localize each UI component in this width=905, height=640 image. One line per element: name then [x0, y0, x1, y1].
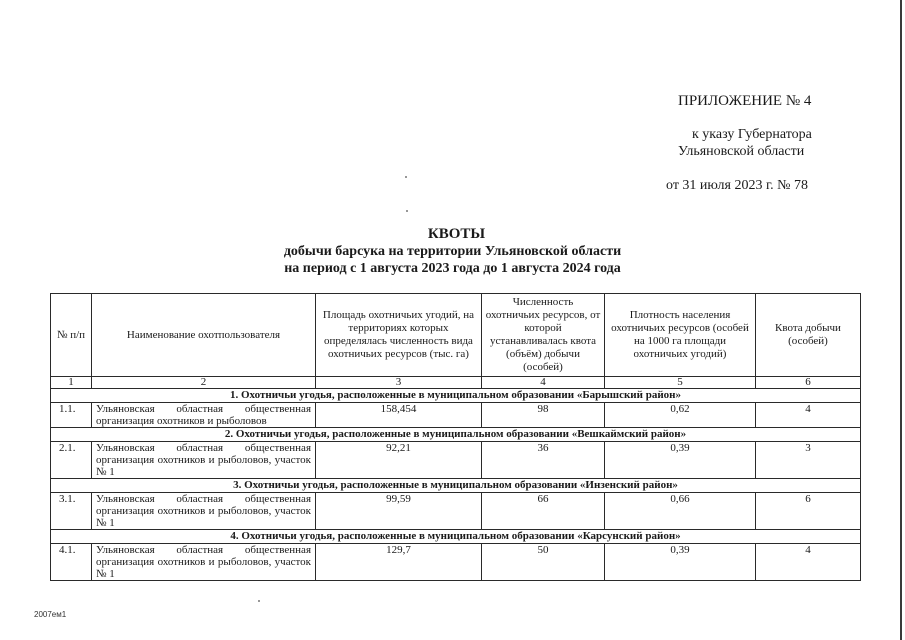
section-row — [51, 389, 861, 403]
row-index: 2.1. — [51, 442, 92, 479]
row-quota: 6 — [756, 493, 861, 530]
row-organization: Ульяновская областная общественная организация охотников и рыболовов, участок № 1 — [92, 544, 316, 581]
table-row — [51, 403, 861, 428]
column-number-row — [51, 377, 861, 389]
column-number: 2 — [92, 377, 316, 389]
table-row — [51, 544, 861, 581]
scan-speck — [258, 600, 260, 602]
row-quota: 3 — [756, 442, 861, 479]
row-quota: 4 — [756, 403, 861, 428]
header-cell-number: № п/п — [51, 294, 92, 377]
page-edge — [900, 0, 902, 640]
decree-line-1: к указу Губернатора — [692, 127, 812, 142]
row-density: 0,66 — [605, 493, 756, 530]
title-line-3: на период с 1 августа 2023 года до 1 августа 2024 года — [284, 261, 621, 276]
row-organization: Ульяновская областная общественная организация охотников и рыболовов — [92, 403, 316, 428]
row-index: 1.1. — [51, 403, 92, 428]
row-area: 129,7 — [316, 544, 482, 581]
table-row — [51, 442, 861, 479]
row-count: 98 — [482, 403, 605, 428]
header-cell-user: Наименование охотпользователя — [92, 294, 316, 377]
row-quota: 4 — [756, 544, 861, 581]
row-count: 36 — [482, 442, 605, 479]
section-row — [51, 530, 861, 544]
footer-code: 2007ем1 — [34, 610, 67, 619]
scan-speck — [406, 210, 408, 212]
row-count: 66 — [482, 493, 605, 530]
column-number: 1 — [51, 377, 92, 389]
row-index: 3.1. — [51, 493, 92, 530]
row-area: 99,59 — [316, 493, 482, 530]
row-density: 0,62 — [605, 403, 756, 428]
quota-table — [50, 293, 861, 581]
decree-date: от 31 июля 2023 г. № 78 — [666, 178, 808, 193]
row-density: 0,39 — [605, 442, 756, 479]
column-number: 3 — [316, 377, 482, 389]
table-row — [51, 493, 861, 530]
header-cell-area: Площадь охотничьих угодий, на территориях которых определялась численность вида охотничьих ресурсов (тыс. га) — [316, 294, 482, 377]
decree-line-2: Ульяновской области — [678, 144, 805, 159]
section-title: 1. Охотничьи угодья, расположенные в муниципальном образовании «Барышский район» — [51, 389, 861, 403]
row-organization: Ульяновская областная общественная организация охотников и рыболовов, участок № 1 — [92, 442, 316, 479]
header-cell-quota: Квота добычи (особей) — [756, 294, 861, 377]
title-line-2: добычи барсука на территории Ульяновской области — [283, 244, 622, 259]
column-number: 4 — [482, 377, 605, 389]
document-title — [0, 226, 905, 277]
row-area: 92,21 — [316, 442, 482, 479]
scan-speck — [405, 176, 407, 178]
header-cell-count: Численность охотничьих ресурсов, от которой устанавливалась квота (объём) добычи (особей) — [482, 294, 605, 377]
section-title: 3. Охотничьи угодья, расположенные в муниципальном образовании «Инзенский район» — [51, 479, 861, 493]
section-row — [51, 428, 861, 442]
title-line-1: КВОТЫ — [427, 226, 486, 242]
section-row — [51, 479, 861, 493]
section-title: 4. Охотничьи угодья, расположенные в муниципальном образовании «Карсунский район» — [51, 530, 861, 544]
row-organization: Ульяновская областная общественная организация охотников и рыболовов, участок № 1 — [92, 493, 316, 530]
row-area: 158,454 — [316, 403, 482, 428]
section-title: 2. Охотничьи угодья, расположенные в муниципальном образовании «Вешкаймский район» — [51, 428, 861, 442]
appendix-label: ПРИЛОЖЕНИЕ № 4 — [678, 93, 812, 109]
header-cell-density: Плотность населения охотничьих ресурсов (особей на 1000 га площади охотничьих угодий) — [605, 294, 756, 377]
column-number: 5 — [605, 377, 756, 389]
row-index: 4.1. — [51, 544, 92, 581]
decree-reference — [678, 126, 878, 160]
column-number: 6 — [756, 377, 861, 389]
row-count: 50 — [482, 544, 605, 581]
row-density: 0,39 — [605, 544, 756, 581]
table-header-row — [51, 294, 861, 377]
